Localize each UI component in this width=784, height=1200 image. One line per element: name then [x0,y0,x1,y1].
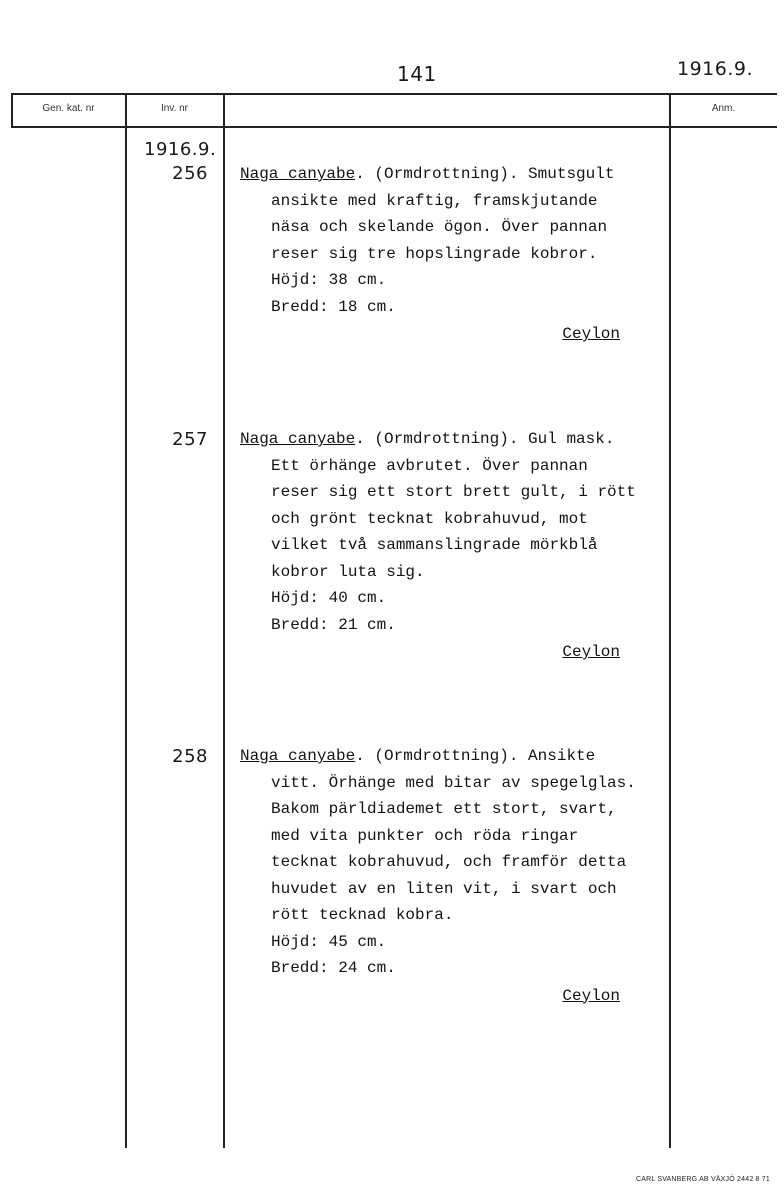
column-header-anm: Anm. [711,103,736,114]
entry-line: tecknat kobrahuvud, och framför detta [271,853,627,871]
column-divider-2 [125,93,127,1148]
inv-number: 256 [172,163,208,184]
inv-number: 258 [172,746,208,767]
catalog-entry [240,426,680,666]
entry-width: Bredd: 24 cm. [271,959,396,977]
entry-line: med vita punkter och röda ringar [271,826,579,845]
entry-line: reser sig tre hopslingrade kobror. [271,244,598,263]
entry-origin: Ceylon [562,325,620,343]
entry-line: Bakom pärldiademet ett stort, svart, [271,800,617,818]
printer-imprint: CARL SVANBERG AB VÄXJÖ 2442 8 71 [635,1176,770,1183]
entry-width: Bredd: 21 cm. [271,615,396,634]
entry-title: Naga canyabe [240,747,356,765]
entry-origin: Ceylon [562,643,620,661]
entry-title: Naga canyabe [240,430,356,448]
inv-number: 257 [172,429,208,450]
entry-origin: Ceylon [562,986,620,1005]
entry-title: Naga canyabe [240,165,356,183]
page-number: 141 [397,62,437,86]
entry-line: rött tecknad kobra. [271,906,454,924]
entry-line: huvudet av en liten vit, i svart och [271,879,617,898]
entry-line: Ett örhänge avbrutet. Över pannan [271,456,588,475]
entry-height: Höjd: 45 cm. [271,932,387,951]
column-header-inv: Inv. nr [160,103,189,114]
entry-line: kobror luta sig. [271,562,425,581]
column-divider-3 [223,93,225,1148]
entry-first-line [240,426,680,453]
catalog-entry [240,743,680,1009]
entry-line: ansikte med kraftig, framskjutande [271,191,598,210]
entry-first-line [240,743,680,770]
entry-first-line-text: . (Ormdrottning). Ansikte [355,747,596,765]
catalog-entry [240,161,680,348]
entry-line: och grönt tecknat kobrahuvud, mot [271,509,588,528]
inv-prefix: 1916.9. [144,139,217,160]
entry-line: vilket två sammanslingrade mörkblå [271,536,598,554]
entry-height: Höjd: 40 cm. [271,589,387,607]
entry-height: Höjd: 38 cm. [271,271,387,289]
entry-line: näsa och skelande ögon. Över pannan [271,218,608,236]
page-reference: 1916.9. [677,58,754,80]
entry-line: reser sig ett stort brett gult, i rött [271,483,636,501]
entry-first-line-text: . (Ormdrottning). Gul mask. [355,430,615,448]
column-header-gen-kat: Gen. kat. nr [42,103,95,114]
entry-first-line-text: . (Ormdrottning). Smutsgult [355,165,615,183]
entry-first-line [240,161,680,188]
entry-line: vitt. Örhänge med bitar av spegelglas. [271,773,636,792]
entry-width: Bredd: 18 cm. [271,297,396,316]
